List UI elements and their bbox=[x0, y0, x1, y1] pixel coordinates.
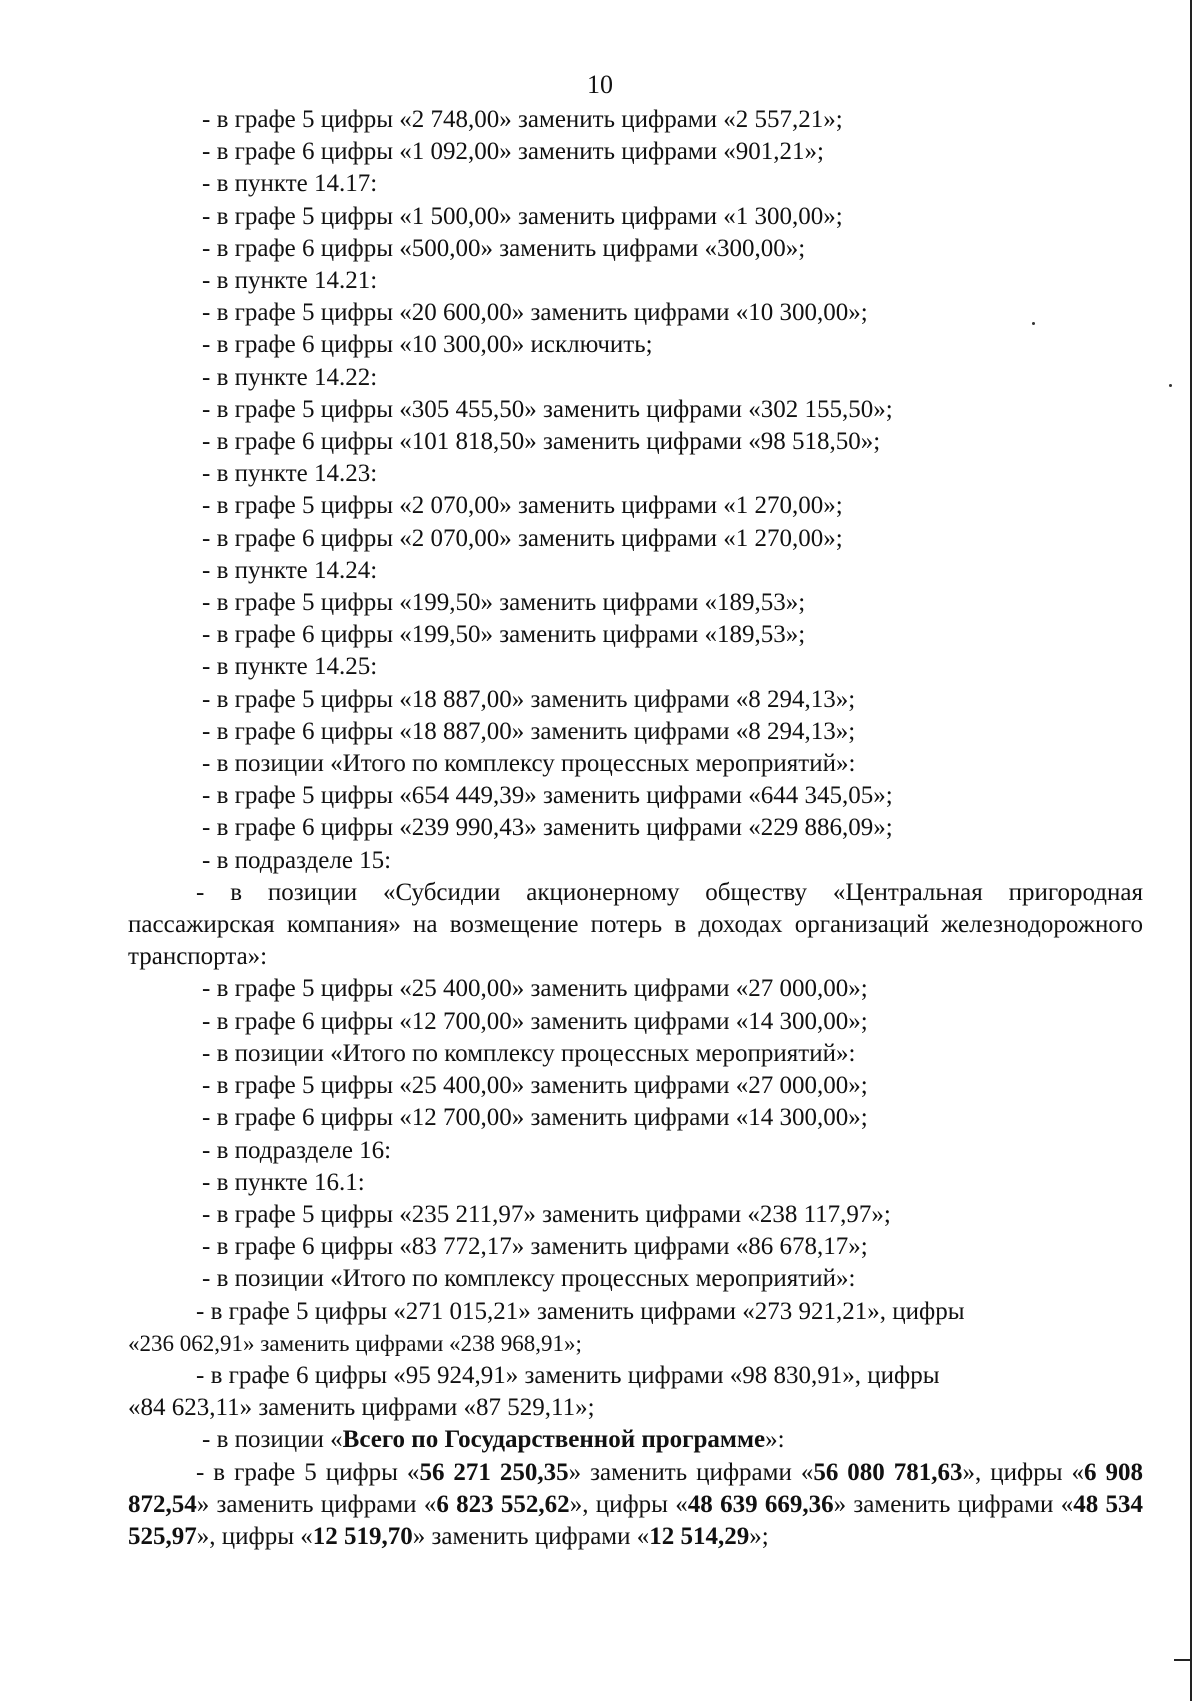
text-span: » заменить цифрами « bbox=[568, 1458, 814, 1486]
document-body bbox=[128, 104, 1143, 1553]
amendment-line: - в позиции «Итого по комплексу процессных мероприятий»: bbox=[202, 750, 856, 778]
text-span: », цифры « bbox=[962, 1458, 1085, 1486]
amendment-line: - в графе 6 цифры «83 772,17» заменить цифрами «86 678,17»; bbox=[202, 1233, 868, 1261]
amendment-line: - в графе 5 цифры «654 449,39» заменить цифрами «644 345,05»; bbox=[202, 782, 893, 810]
amendment-line: - в графе 5 цифры «20 600,00» заменить цифрами «10 300,00»; bbox=[202, 299, 868, 327]
amendment-line: - в графе 6 цифры «500,00» заменить цифрами «300,00»; bbox=[202, 234, 806, 262]
amendment-line: - в графе 6 цифры «101 818,50» заменить цифрами «98 518,50»; bbox=[202, 428, 881, 456]
right-margin-tick bbox=[1174, 1659, 1192, 1661]
amendment-line: - в графе 6 цифры «239 990,43» заменить цифрами «229 886,09»; bbox=[202, 814, 893, 842]
text-span: » заменить цифрами « bbox=[196, 1490, 437, 1518]
amendment-line: - в пункте 14.24: bbox=[202, 556, 378, 584]
amendment-line: - в графе 5 цифры «2 748,00» заменить цифрами «2 557,21»; bbox=[202, 106, 843, 133]
amendment-line: - в подразделе 15: bbox=[202, 846, 392, 874]
old-value: 56 271 250,35 bbox=[419, 1458, 569, 1486]
text-span: », цифры « bbox=[569, 1490, 688, 1518]
column6-total-text: - в графе 6 цифры «95 924,91» заменить цифрами «98 830,91», цифры bbox=[196, 1361, 940, 1389]
text-span: - в позиции « bbox=[202, 1426, 343, 1454]
scan-speck bbox=[1169, 384, 1172, 387]
amendment-line: - в графе 5 цифры «305 455,50» заменить цифрами «302 155,50»; bbox=[202, 395, 893, 423]
amendment-list-a bbox=[128, 104, 1143, 877]
amendment-list-b bbox=[128, 973, 1143, 1295]
text-span: » заменить цифрами « bbox=[833, 1490, 1074, 1518]
amendment-line: - в пункте 14.25: bbox=[202, 653, 378, 681]
column5-total-text-cont: «236 062,91» заменить цифрами «238 968,91»; bbox=[128, 1330, 582, 1356]
new-value: 48 534 525,97 bbox=[128, 1490, 1144, 1550]
amendment-line: - в графе 6 цифры «12 700,00» заменить цифрами «14 300,00»; bbox=[202, 1104, 868, 1132]
amendment-line: - в графе 6 цифры «199,50» заменить цифрами «189,53»; bbox=[202, 621, 806, 649]
text-span: » заменить цифрами « bbox=[412, 1522, 650, 1550]
amendment-line: - в графе 5 цифры «199,50» заменить цифрами «189,53»; bbox=[202, 589, 806, 617]
amendment-line: - в пункте 16.1: bbox=[202, 1168, 365, 1196]
amendment-line: - в графе 5 цифры «235 211,97» заменить цифрами «238 117,97»; bbox=[202, 1200, 891, 1228]
amendment-line: - в графе 6 цифры «2 070,00» заменить цифрами «1 270,00»; bbox=[202, 524, 843, 552]
amendment-line: - в графе 6 цифры «12 700,00» заменить цифрами «14 300,00»; bbox=[202, 1007, 868, 1035]
grand-total-title: Всего по Государственной программе bbox=[342, 1426, 766, 1454]
right-margin-line bbox=[1190, 0, 1192, 1701]
subsidy-paragraph: - в позиции «Субсидии акционерному обществу «Центральная пригородная пассажирская компания» на возмещение потерь в доходах организаций железнодорожного транспорта»: bbox=[128, 878, 1143, 971]
amendment-line: - в пункте 14.23: bbox=[202, 460, 378, 488]
text-span: »; bbox=[749, 1522, 769, 1550]
amendment-line: - в графе 6 цифры «10 300,00» исключить; bbox=[202, 331, 653, 359]
text-span: »: bbox=[765, 1426, 785, 1454]
amendment-line: - в графе 5 цифры «18 887,00» заменить цифрами «8 294,13»; bbox=[202, 685, 856, 713]
text-span: », цифры « bbox=[196, 1522, 313, 1550]
old-value: 48 639 669,36 bbox=[687, 1490, 834, 1518]
page-number: 10 bbox=[587, 70, 613, 99]
amendment-line: - в графе 6 цифры «18 887,00» заменить цифрами «8 294,13»; bbox=[202, 717, 856, 745]
amendment-line: - в подразделе 16: bbox=[202, 1136, 392, 1164]
new-value: 6 823 552,62 bbox=[436, 1490, 570, 1518]
column6-total-paragraph bbox=[128, 1360, 1143, 1424]
amendment-line: - в графе 6 цифры «1 092,00» заменить цифрами «901,21»; bbox=[202, 138, 824, 166]
old-value: 12 519,70 bbox=[312, 1522, 413, 1550]
grand-total-heading bbox=[128, 1424, 1143, 1456]
amendment-line: - в графе 5 цифры «2 070,00» заменить цифрами «1 270,00»; bbox=[202, 492, 843, 520]
column6-total-text-cont: «84 623,11» заменить цифрами «87 529,11»; bbox=[128, 1394, 595, 1422]
new-value: 12 514,29 bbox=[649, 1522, 750, 1550]
old-value: 6 908 872,54 bbox=[128, 1458, 1143, 1518]
grand-total-paragraph bbox=[128, 1457, 1143, 1554]
text-span: - в графе 5 цифры « bbox=[196, 1458, 420, 1486]
column5-total-paragraph bbox=[128, 1296, 1143, 1360]
amendment-line: - в графе 5 цифры «1 500,00» заменить цифрами «1 300,00»; bbox=[202, 202, 843, 230]
amendment-line: - в графе 5 цифры «25 400,00» заменить цифрами «27 000,00»; bbox=[202, 1072, 868, 1100]
amendment-line: - в пункте 14.17: bbox=[202, 170, 378, 198]
amendment-line: - в позиции «Итого по комплексу процессных мероприятий»: bbox=[202, 1265, 856, 1293]
column5-total-text: - в графе 5 цифры «271 015,21» заменить цифрами «273 921,21», цифры bbox=[196, 1297, 965, 1325]
amendment-line: - в позиции «Итого по комплексу процессных мероприятий»: bbox=[202, 1039, 856, 1067]
amendment-line: - в графе 5 цифры «25 400,00» заменить цифрами «27 000,00»; bbox=[202, 975, 868, 1003]
amendment-line: - в пункте 14.21: bbox=[202, 267, 378, 295]
new-value: 56 080 781,63 bbox=[813, 1458, 963, 1486]
amendment-line: - в пункте 14.22: bbox=[202, 363, 378, 391]
